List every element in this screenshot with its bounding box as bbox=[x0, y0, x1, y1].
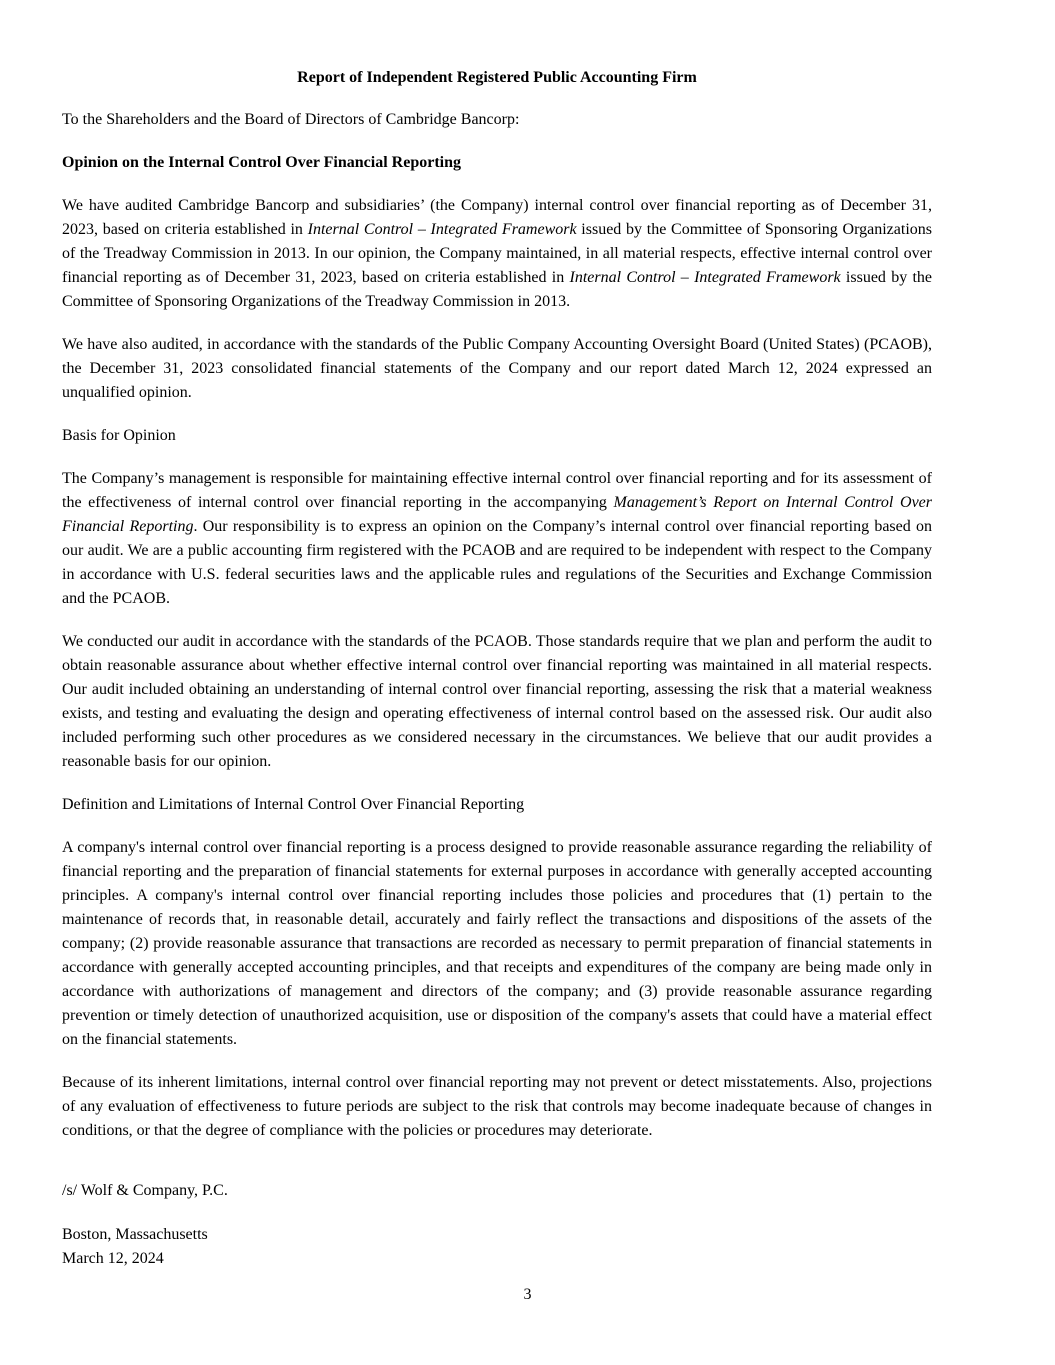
opinion-p1-text-2: issued by the Committee of Sponsoring Organizations of the Treadway Commission in 2013. In our opinion, the Company maintained, in all material respects, effective internal control over financial reporting as of December 31, 2023, based on criteria established in bbox=[62, 221, 932, 286]
basis-paragraph-1 bbox=[62, 467, 932, 611]
basis-heading: Basis for Opinion bbox=[62, 427, 176, 444]
page-number: 3 bbox=[523, 1286, 532, 1303]
opinion-paragraph-2: We have also audited, in accordance with the standards of the Public Company Accounting Oversight Board (United States) (PCAOB), the December 31, 2023 consolidated financial statements of the Company and our report dated March 12, 2024 expressed an unqualified opinion. bbox=[62, 336, 932, 401]
definition-heading: Definition and Limitations of Internal Control Over Financial Reporting bbox=[62, 796, 525, 813]
opinion-heading: Opinion on the Internal Control Over Financial Reporting bbox=[62, 154, 461, 171]
opinion-p1-text-1: We have audited Cambridge Bancorp and subsidiaries’ (the Company) internal control over financial reporting as of December 31, 2023, based on criteria established in bbox=[62, 197, 932, 238]
addressee: To the Shareholders and the Board of Directors of Cambridge Bancorp: bbox=[62, 111, 520, 128]
report-page bbox=[62, 62, 932, 1271]
basis-paragraph-2: We conducted our audit in accordance with the standards of the PCAOB. Those standards require that we plan and perform the audit to obtain reasonable assurance about whether effective internal control over financial reporting was maintained in all material respects. Our audit included obtaining an understanding of internal control over financial reporting, assessing the risk that a material weakness exists, and testing and evaluating the design and operating effectiveness of internal control based on the assessed risk. Our audit also included performing such other procedures as we considered necessary in the circumstances. We believe that our audit provides a reasonable basis for our opinion. bbox=[62, 633, 932, 770]
basis-p1-text-2: . Our responsibility is to express an opinion on the Company’s internal control over financial reporting based on our audit. We are a public accounting firm registered with the PCAOB and are required to be independent with respect to the Company in accordance with U.S. federal securities laws and the applicable rules and regulations of the Securities and Exchange Commission and the PCAOB. bbox=[62, 518, 933, 607]
basis-p1-management-report: Management’s Report on Internal Control Over Financial Reporting bbox=[62, 494, 932, 535]
report-date: March 12, 2024 bbox=[62, 1250, 164, 1267]
definition-paragraph-1: A company's internal control over financial reporting is a process designed to provide reasonable assurance regarding the reliability of financial reporting and the preparation of financial statements for external purposes in accordance with generally accepted accounting principles. A company's internal control over financial reporting includes those policies and procedures that (1) pertain to the maintenance of records that, in reasonable detail, accurately and fairly reflect the transactions and dispositions of the assets of the company; (2) provide reasonable assurance that transactions are recorded as necessary to permit preparation of financial statements in accordance with generally accepted accounting principles, and that receipts and expenditures of the company are being made only in accordance with authorizations of management and directors of the company; and (3) provide reasonable assurance regarding prevention or timely detection of unauthorized acquisition, use or disposition of the company's assets that could have a material effect on the financial statements. bbox=[62, 839, 932, 1048]
opinion-p1-text-3: issued by the Committee of Sponsoring Organizations of the Treadway Commission in 2013. bbox=[62, 269, 933, 310]
location: Boston, Massachusetts bbox=[62, 1226, 208, 1243]
opinion-p1-framework-2: Internal Control – Integrated Framework bbox=[569, 269, 841, 286]
opinion-p1-framework-1: Internal Control – Integrated Framework bbox=[307, 221, 577, 238]
definition-paragraph-2: Because of its inherent limitations, internal control over financial reporting may not prevent or detect misstatements. Also, projections of any evaluation of effectiveness to future periods are subject to the risk that controls may become inadequate because of changes in conditions, or that the degree of compliance with the policies or procedures may deteriorate. bbox=[62, 1074, 932, 1139]
report-title: Report of Independent Registered Public Accounting Firm bbox=[297, 69, 697, 86]
signature: /s/ Wolf & Company, P.C. bbox=[62, 1182, 228, 1199]
basis-p1-text-1: The Company’s management is responsible for maintaining effective internal control over financial reporting and for its assessment of the effectiveness of internal control over financial reporting in the accompanying bbox=[62, 470, 932, 511]
opinion-paragraph-1 bbox=[62, 194, 932, 314]
